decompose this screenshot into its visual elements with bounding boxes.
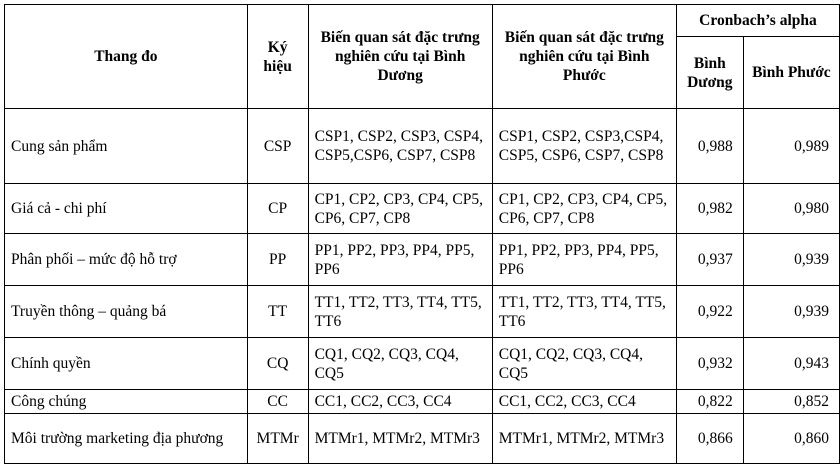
cell-alpha-binhphuoc: 0,989 (743, 109, 839, 184)
cell-vars-binhduong: MTMr1, MTMr2, MTMr3 (308, 414, 492, 464)
cronbach-alpha-table (4, 4, 840, 464)
cell-alpha-binhphuoc: 0,852 (743, 390, 839, 414)
cell-alpha-binhphuoc: 0,860 (743, 414, 839, 464)
header-scale: Thang đo (5, 5, 248, 109)
cell-vars-binhphuoc: MTMr1, MTMr2, MTMr3 (492, 414, 676, 464)
cell-vars-binhduong: CC1, CC2, CC3, CC4 (308, 390, 492, 414)
cell-vars-binhduong: PP1, PP2, PP3, PP4, PP5, PP6 (308, 234, 492, 286)
table-row (5, 286, 840, 338)
cell-symbol: TT (247, 286, 308, 338)
cell-scale: Phân phối – mức độ hỗ trợ (5, 234, 248, 286)
header-alpha: Cronbach’s alpha (676, 5, 839, 37)
cell-scale: Chính quyền (5, 338, 248, 390)
cell-scale: Môi trường marketing địa phương (5, 414, 248, 464)
cell-alpha-binhphuoc: 0,939 (743, 286, 839, 338)
cell-alpha-binhduong: 0,937 (676, 234, 743, 286)
table-row (5, 390, 840, 414)
table-row (5, 184, 840, 234)
cell-alpha-binhduong: 0,866 (676, 414, 743, 464)
header-alpha-binhphuoc: Bình Phước (743, 37, 839, 109)
table-row (5, 338, 840, 390)
cell-alpha-binhduong: 0,982 (676, 184, 743, 234)
cell-vars-binhduong: TT1, TT2, TT3, TT4, TT5, TT6 (308, 286, 492, 338)
header-alpha-binhduong: Bình Dương (676, 37, 743, 109)
cell-vars-binhphuoc: CQ1, CQ2, CQ3, CQ4, CQ5 (492, 338, 676, 390)
cell-alpha-binhduong: 0,922 (676, 286, 743, 338)
cell-vars-binhduong: CP1, CP2, CP3, CP4, CP5, CP6, CP7, CP8 (308, 184, 492, 234)
cell-alpha-binhduong: 0,988 (676, 109, 743, 184)
table-row (5, 109, 840, 184)
cell-symbol: MTMr (247, 414, 308, 464)
header-vars-binhduong: Biến quan sát đặc trưng nghiên cứu tại Bình Dương (308, 5, 492, 109)
cell-symbol: CC (247, 390, 308, 414)
cell-alpha-binhphuoc: 0,980 (743, 184, 839, 234)
header-row-top (5, 5, 840, 37)
cell-alpha-binhphuoc: 0,939 (743, 234, 839, 286)
cell-scale: Giá cả - chi phí (5, 184, 248, 234)
table-row (5, 234, 840, 286)
header-vars-binhphuoc: Biến quan sát đặc trưng nghiên cứu tại Bình Phước (492, 5, 676, 109)
cell-vars-binhduong: CQ1, CQ2, CQ3, CQ4, CQ5 (308, 338, 492, 390)
cell-vars-binhphuoc: TT1, TT2, TT3, TT4, TT5, TT6 (492, 286, 676, 338)
cell-vars-binhphuoc: CC1, CC2, CC3, CC4 (492, 390, 676, 414)
table-row (5, 414, 840, 464)
header-symbol: Ký hiệu (247, 5, 308, 109)
cell-vars-binhduong: CSP1, CSP2, CSP3, CSP4, CSP5,CSP6, CSP7, CSP8 (308, 109, 492, 184)
cell-vars-binhphuoc: PP1, PP2, PP3, PP4, PP5, PP6 (492, 234, 676, 286)
cell-symbol: CP (247, 184, 308, 234)
cell-symbol: CQ (247, 338, 308, 390)
cell-vars-binhphuoc: CSP1, CSP2, CSP3,CSP4, CSP5, CSP6, CSP7, CSP8 (492, 109, 676, 184)
cell-scale: Công chúng (5, 390, 248, 414)
cell-symbol: PP (247, 234, 308, 286)
cell-alpha-binhduong: 0,822 (676, 390, 743, 414)
cell-scale: Cung sản phẩm (5, 109, 248, 184)
cell-vars-binhphuoc: CP1, CP2, CP3, CP4, CP5, CP6, CP7, CP8 (492, 184, 676, 234)
cell-alpha-binhphuoc: 0,943 (743, 338, 839, 390)
cell-symbol: CSP (247, 109, 308, 184)
cell-alpha-binhduong: 0,932 (676, 338, 743, 390)
cell-scale: Truyền thông – quảng bá (5, 286, 248, 338)
